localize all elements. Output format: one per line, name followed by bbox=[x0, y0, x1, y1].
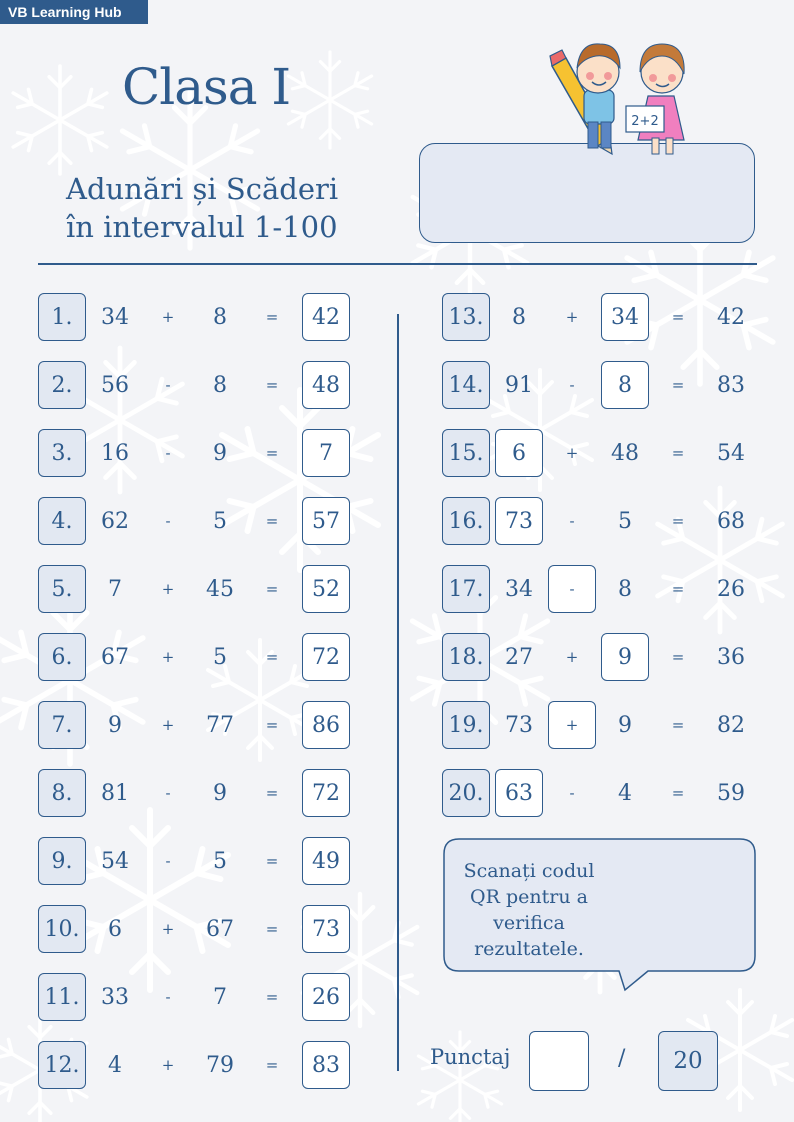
exercise-number: 11. bbox=[38, 973, 86, 1021]
second-operand: 79 bbox=[206, 1052, 234, 1078]
first-operand: 8 bbox=[512, 304, 526, 330]
result-value: 83 bbox=[717, 372, 745, 398]
operator-sign: + bbox=[161, 1056, 175, 1074]
kids-illustration bbox=[548, 28, 708, 164]
second-operand: 48 bbox=[611, 440, 639, 466]
exercise-number: 5. bbox=[38, 565, 86, 613]
first-operand: 91 bbox=[505, 372, 533, 398]
equals-sign: = bbox=[671, 716, 685, 734]
exercise-number: 8. bbox=[38, 769, 86, 817]
operator-sign: - bbox=[165, 988, 171, 1006]
column-divider bbox=[397, 314, 399, 1071]
answer-box[interactable]: 86 bbox=[302, 701, 350, 749]
result-value: 26 bbox=[717, 576, 745, 602]
operator-sign: + bbox=[565, 648, 579, 666]
result-value: 54 bbox=[717, 440, 745, 466]
result-value: 82 bbox=[717, 712, 745, 738]
equals-sign: = bbox=[265, 648, 279, 666]
exercise-number: 12. bbox=[38, 1041, 86, 1089]
first-operand: 33 bbox=[101, 984, 129, 1010]
answer-box[interactable]: 7 bbox=[302, 429, 350, 477]
equals-sign: = bbox=[265, 308, 279, 326]
answer-box[interactable]: 73 bbox=[495, 497, 543, 545]
exercise-number: 20. bbox=[442, 769, 490, 817]
second-operand: 67 bbox=[206, 916, 234, 942]
operator-sign: + bbox=[161, 920, 175, 938]
operator-sign: + bbox=[161, 648, 175, 666]
answer-box[interactable]: 49 bbox=[302, 837, 350, 885]
operator-sign: - bbox=[569, 376, 575, 394]
answer-box[interactable]: 48 bbox=[302, 361, 350, 409]
second-operand: 9 bbox=[618, 712, 632, 738]
first-operand: 7 bbox=[108, 576, 122, 602]
exercise-number: 17. bbox=[442, 565, 490, 613]
second-operand: 9 bbox=[213, 780, 227, 806]
answer-box[interactable]: - bbox=[548, 565, 596, 613]
equals-sign: = bbox=[671, 376, 685, 394]
first-operand: 16 bbox=[101, 440, 129, 466]
page-subtitle bbox=[66, 170, 338, 246]
operator-sign: - bbox=[165, 852, 171, 870]
brand-label: VB Learning Hub bbox=[0, 0, 148, 24]
first-operand: 54 bbox=[101, 848, 129, 874]
first-operand: 34 bbox=[505, 576, 533, 602]
result-value: 68 bbox=[717, 508, 745, 534]
answer-box[interactable]: 42 bbox=[302, 293, 350, 341]
exercise-number: 18. bbox=[442, 633, 490, 681]
second-operand: 5 bbox=[618, 508, 632, 534]
result-value: 59 bbox=[717, 780, 745, 806]
answer-box[interactable]: 52 bbox=[302, 565, 350, 613]
exercise-number: 15. bbox=[442, 429, 490, 477]
operator-sign: - bbox=[569, 784, 575, 802]
first-operand: 73 bbox=[505, 712, 533, 738]
result-value: 36 bbox=[717, 644, 745, 670]
second-operand: 5 bbox=[213, 644, 227, 670]
second-operand: 77 bbox=[206, 712, 234, 738]
answer-box[interactable]: 34 bbox=[601, 293, 649, 341]
answer-box[interactable]: 57 bbox=[302, 497, 350, 545]
first-operand: 27 bbox=[505, 644, 533, 670]
equals-sign: = bbox=[671, 512, 685, 530]
exercise-number: 14. bbox=[442, 361, 490, 409]
answer-box[interactable]: 83 bbox=[302, 1041, 350, 1089]
exercise-number: 16. bbox=[442, 497, 490, 545]
answer-box[interactable]: 9 bbox=[601, 633, 649, 681]
score-label: Punctaj bbox=[430, 1045, 511, 1069]
second-operand: 7 bbox=[213, 984, 227, 1010]
qr-note-text: Scanați codul QR pentru a verifica rezultatele. bbox=[463, 860, 595, 960]
answer-box[interactable]: 72 bbox=[302, 769, 350, 817]
header-divider bbox=[38, 263, 757, 265]
equals-sign: = bbox=[671, 444, 685, 462]
equals-sign: = bbox=[265, 580, 279, 598]
operator-sign: + bbox=[161, 308, 175, 326]
second-operand: 4 bbox=[618, 780, 632, 806]
equals-sign: = bbox=[265, 1056, 279, 1074]
answer-box[interactable]: 72 bbox=[302, 633, 350, 681]
first-operand: 62 bbox=[101, 508, 129, 534]
answer-box[interactable]: + bbox=[548, 701, 596, 749]
operator-sign: - bbox=[165, 784, 171, 802]
equals-sign: = bbox=[265, 512, 279, 530]
equals-sign: = bbox=[671, 784, 685, 802]
exercise-number: 2. bbox=[38, 361, 86, 409]
operator-sign: + bbox=[161, 580, 175, 598]
second-operand: 8 bbox=[618, 576, 632, 602]
page-title: Clasa I bbox=[122, 58, 291, 116]
operator-sign: + bbox=[565, 308, 579, 326]
exercise-number: 3. bbox=[38, 429, 86, 477]
equals-sign: = bbox=[265, 988, 279, 1006]
score-slash: / bbox=[618, 1046, 626, 1071]
first-operand: 56 bbox=[101, 372, 129, 398]
second-operand: 5 bbox=[213, 848, 227, 874]
operator-sign: - bbox=[165, 376, 171, 394]
second-operand: 5 bbox=[213, 508, 227, 534]
first-operand: 4 bbox=[108, 1052, 122, 1078]
exercise-number: 6. bbox=[38, 633, 86, 681]
first-operand: 34 bbox=[101, 304, 129, 330]
exercise-number: 9. bbox=[38, 837, 86, 885]
card-label: 2+2 bbox=[631, 114, 659, 129]
second-operand: 45 bbox=[206, 576, 234, 602]
exercise-number: 13. bbox=[442, 293, 490, 341]
answer-box[interactable]: 8 bbox=[601, 361, 649, 409]
score-total: 20 bbox=[658, 1031, 718, 1091]
first-operand: 81 bbox=[101, 780, 129, 806]
equals-sign: = bbox=[265, 852, 279, 870]
second-operand: 9 bbox=[213, 440, 227, 466]
answer-box[interactable]: 73 bbox=[302, 905, 350, 953]
exercise-number: 19. bbox=[442, 701, 490, 749]
second-operand: 8 bbox=[213, 304, 227, 330]
subtitle-line-1: Adunări și Scăderi bbox=[66, 172, 339, 206]
subtitle-line-2: în intervalul 1-100 bbox=[66, 210, 338, 244]
equals-sign: = bbox=[265, 444, 279, 462]
score-input[interactable] bbox=[529, 1031, 589, 1091]
exercise-number: 4. bbox=[38, 497, 86, 545]
equals-sign: = bbox=[265, 920, 279, 938]
equals-sign: = bbox=[671, 580, 685, 598]
result-value: 42 bbox=[717, 304, 745, 330]
answer-box[interactable]: 63 bbox=[495, 769, 543, 817]
equals-sign: = bbox=[265, 376, 279, 394]
operator-sign: - bbox=[165, 512, 171, 530]
equals-sign: = bbox=[671, 648, 685, 666]
exercise-number: 1. bbox=[38, 293, 86, 341]
equals-sign: = bbox=[265, 716, 279, 734]
answer-box[interactable]: 6 bbox=[495, 429, 543, 477]
equals-sign: = bbox=[265, 784, 279, 802]
exercise-number: 10. bbox=[38, 905, 86, 953]
answer-box[interactable]: 26 bbox=[302, 973, 350, 1021]
second-operand: 8 bbox=[213, 372, 227, 398]
first-operand: 9 bbox=[108, 712, 122, 738]
first-operand: 67 bbox=[101, 644, 129, 670]
first-operand: 6 bbox=[108, 916, 122, 942]
operator-sign: - bbox=[569, 512, 575, 530]
operator-sign: - bbox=[165, 444, 171, 462]
equals-sign: = bbox=[671, 308, 685, 326]
operator-sign: + bbox=[161, 716, 175, 734]
exercise-number: 7. bbox=[38, 701, 86, 749]
operator-sign: + bbox=[565, 444, 579, 462]
